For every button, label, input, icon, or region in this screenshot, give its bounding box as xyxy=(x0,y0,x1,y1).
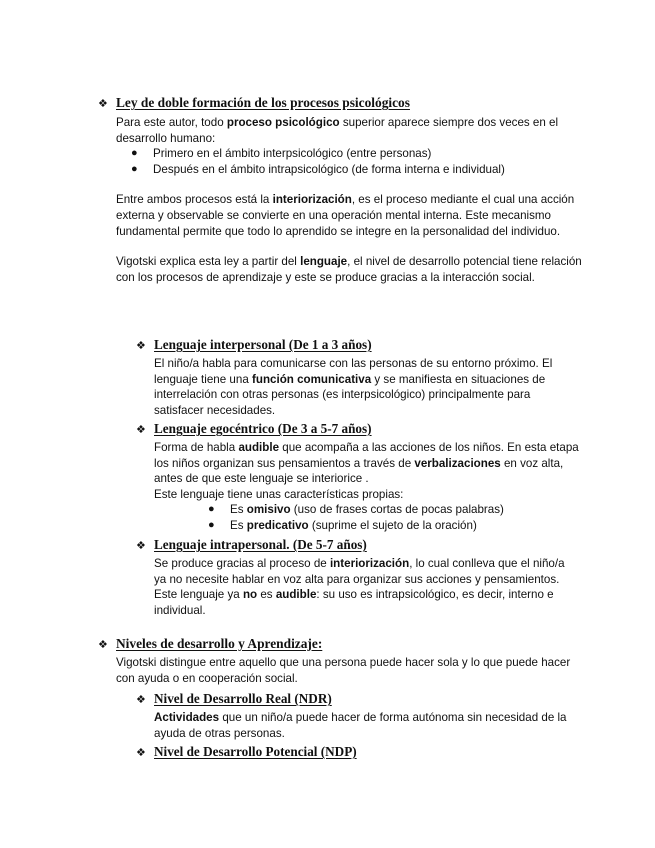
section-title: Niveles de desarrollo y Aprendizaje: xyxy=(116,636,323,651)
paragraph: Este lenguaje tiene unas características propias: xyxy=(154,487,404,501)
list-item: ● Después en el ámbito intrapsicológico (de forma interna e individual) xyxy=(131,162,505,176)
section-niveles-desarrollo xyxy=(116,636,586,686)
paragraph: Vigotski explica esta ley a partir del lenguaje, el nivel de desarrollo potencial tiene relación con los procesos de aprendizaje y este se produce gracias a la interacción social. xyxy=(116,255,582,284)
section-title: Ley de doble formación de los procesos psicológicos xyxy=(116,95,410,110)
subsection-ndr xyxy=(154,691,579,741)
diamond-bullet-icon: ❖ xyxy=(98,638,108,651)
subsection-title: Lenguaje egocéntrico (De 3 a 5-7 años) xyxy=(154,421,372,436)
subsection-lenguaje-interpersonal xyxy=(154,337,574,418)
subsection-title: Lenguaje intrapersonal. (De 5-7 años) xyxy=(154,537,367,552)
diamond-bullet-icon: ❖ xyxy=(136,539,146,552)
bullet-icon: ● xyxy=(131,147,138,160)
list-item: ● Primero en el ámbito interpsicológico (entre personas) xyxy=(131,147,432,161)
paragraph: El niño/a habla para comunicarse con las personas de su entorno próximo. El lenguaje tiene una función comunicativa y se manifiesta en situaciones de interrelación con otras personas (es interpsicológico) principalmente para satisfacer necesidades. xyxy=(154,357,553,417)
bullet-icon: ● xyxy=(208,503,215,516)
subsection-title: Nivel de Desarrollo Real (NDR) xyxy=(154,691,332,706)
paragraph: Se produce gracias al proceso de interiorización, lo cual conlleva que el niño/a ya no necesite hablar en voz alta para organizar sus acciones y pensamientos. Este lenguaje ya no es audible: su uso es intrapsicológico, es decir, interno e individual. xyxy=(154,557,565,617)
diamond-bullet-icon: ❖ xyxy=(98,97,108,110)
paragraph: Vigotski distingue entre aquello que una persona puede hacer sola y lo que puede hacer con ayuda o en cooperación social. xyxy=(116,656,571,685)
paragraph: Forma de habla audible que acompaña a las acciones de los niños. En esta etapa los niños organizan sus pensamientos a través de verbalizaciones en voz alta, antes de que este lenguaje se interiorice . xyxy=(154,441,579,486)
diamond-bullet-icon: ❖ xyxy=(136,339,146,352)
bullet-list xyxy=(208,502,579,533)
bullet-list xyxy=(131,146,586,177)
paragraph: Entre ambos procesos está la interiorización, es el proceso mediante el cual una acción externa y observable se convierte en una operación mental interna. Este mecanismo fundamental permite que todo lo aprendido se integre en la personalidad del individuo. xyxy=(116,193,575,238)
diamond-bullet-icon: ❖ xyxy=(136,746,146,759)
diamond-bullet-icon: ❖ xyxy=(136,693,146,706)
bullet-icon: ● xyxy=(208,518,215,531)
paragraph: Para este autor, todo proceso psicológico superior aparece siempre dos veces en el desarrollo humano: xyxy=(116,116,559,145)
list-item: ● Es predicativo (suprime el sujeto de la oración) xyxy=(208,518,477,532)
bullet-icon: ● xyxy=(131,162,138,175)
subsection-lenguaje-intrapersonal xyxy=(154,537,579,618)
paragraph: Actividades que un niño/a puede hacer de forma autónoma sin necesidad de la ayuda de otras personas. xyxy=(154,711,567,740)
subsection-title: Nivel de Desarrollo Potencial (NDP) xyxy=(154,744,357,759)
subsection-title: Lenguaje interpersonal (De 1 a 3 años) xyxy=(154,337,372,352)
diamond-bullet-icon: ❖ xyxy=(136,423,146,436)
list-item: ● Es omisivo (uso de frases cortas de pocas palabras) xyxy=(208,503,504,517)
subsection-ndp xyxy=(154,744,579,760)
section-ley-doble-formacion xyxy=(116,95,586,285)
subsection-lenguaje-egocentrico xyxy=(154,421,579,534)
